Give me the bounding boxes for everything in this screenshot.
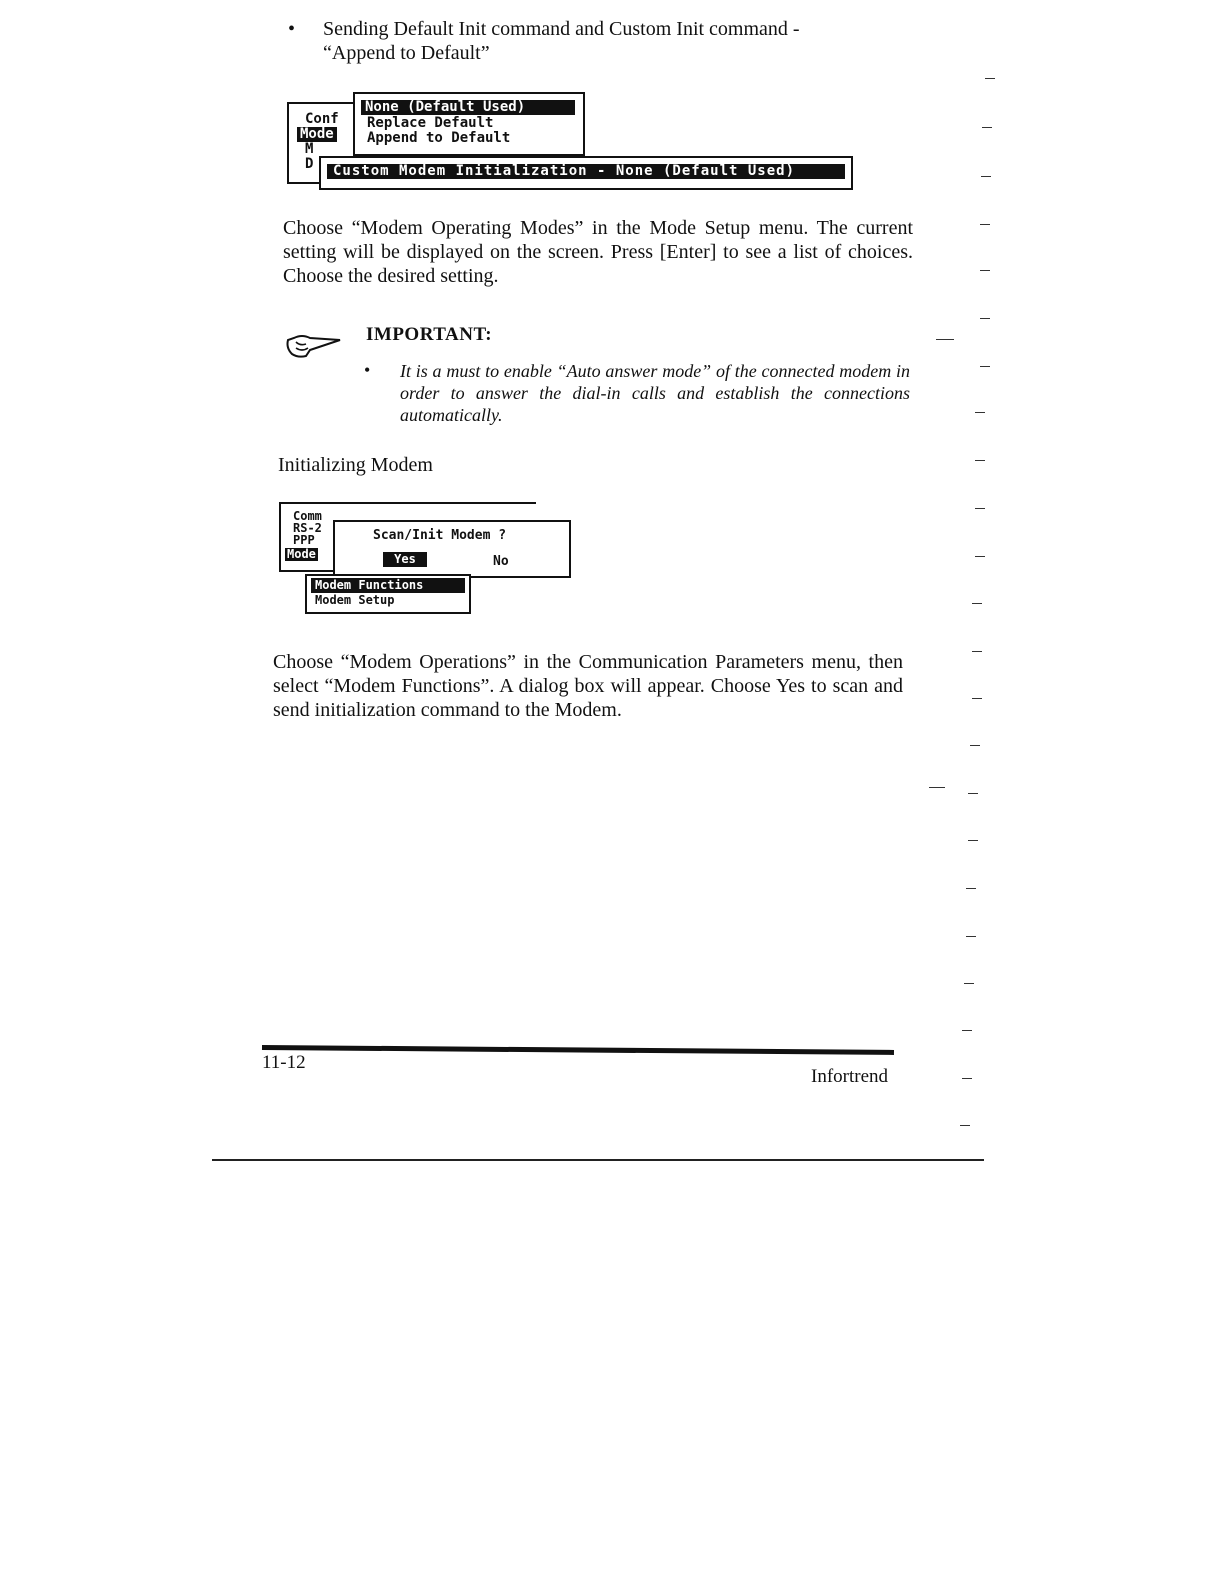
scan-mark — [975, 412, 985, 413]
scan-mark — [960, 1125, 970, 1126]
scan-mark — [972, 698, 982, 699]
modem-submenu — [305, 574, 471, 614]
option-append-default: Append to Default — [367, 130, 511, 146]
scan-mark — [936, 339, 954, 340]
scan-init-dialog — [333, 520, 571, 578]
scan-mark — [962, 1030, 972, 1031]
important-bullet: • — [364, 360, 371, 380]
menu-item-conf: Conf — [305, 111, 339, 127]
scan-mark — [980, 224, 990, 225]
submenu-modem-functions[interactable]: Modem Functions — [311, 578, 465, 593]
menu-item-d: D — [305, 156, 314, 172]
menu-item-mode-2: Mode — [287, 547, 316, 561]
scan-mark — [966, 888, 976, 889]
scan-mark — [980, 270, 990, 271]
no-button[interactable]: No — [493, 554, 509, 569]
scan-mark — [968, 793, 978, 794]
menu-item-comm: Comm — [293, 509, 322, 523]
menu-item-rs2: RS-2 — [293, 521, 322, 535]
scan-bottom-line — [212, 1159, 984, 1161]
scan-mark — [972, 603, 982, 604]
scan-mark — [972, 651, 982, 652]
scan-mark — [975, 556, 985, 557]
scan-mark — [981, 176, 991, 177]
menu-item-m: M — [305, 141, 314, 157]
scan-mark — [964, 983, 974, 984]
scan-mark — [962, 1078, 972, 1079]
scan-mark — [975, 460, 985, 461]
submenu-modem-setup[interactable]: Modem Setup — [315, 593, 395, 607]
terminal-screenshot-1 — [287, 90, 857, 190]
intro-line-2: “Append to Default” — [323, 42, 490, 64]
important-title: IMPORTANT: — [366, 324, 493, 345]
scan-mark — [929, 787, 945, 788]
scan-mark — [980, 318, 990, 319]
status-bar-frame — [319, 156, 853, 190]
section-heading: Initializing Modem — [278, 454, 433, 476]
scan-mark — [982, 127, 992, 128]
bullet-mark: • — [288, 18, 296, 40]
scan-mark — [980, 366, 990, 367]
status-bar-text: Custom Modem Initialization - None (Default Used) — [327, 164, 845, 179]
menu-item-mode: Mode — [297, 127, 337, 142]
scan-mark — [966, 936, 976, 937]
option-replace-default: Replace Default — [367, 115, 494, 131]
important-text: It is a must to enable “Auto answer mode” of the connected modem in order to answer the dial-in calls and establish the connections automatically. — [400, 361, 910, 425]
pointing-hand-icon — [284, 330, 344, 366]
footer-rule — [262, 1045, 894, 1055]
footer-brand: Infortrend — [811, 1066, 889, 1087]
menu-item-ppp: PPP — [293, 533, 315, 547]
scan-mark — [975, 508, 985, 509]
scan-mark — [968, 840, 978, 841]
page-number: 11-12 — [262, 1052, 306, 1073]
paragraph-modem-operations: Choose “Modem Operations” in the Communication Parameters menu, then select “Modem Functions”. A dialog box will appear. Choose Yes to scan and send initialization command to the Modem. — [273, 651, 903, 721]
intro-line-1: Sending Default Init command and Custom Init command - — [323, 18, 800, 40]
scan-mark — [985, 78, 995, 79]
dialog-title: Scan/Init Modem ? — [373, 528, 507, 543]
init-mode-dropdown — [353, 92, 585, 156]
yes-button[interactable]: Yes — [383, 552, 427, 567]
scan-mark — [970, 745, 980, 746]
paragraph-mode-setup: Choose “Modem Operating Modes” in the Mode Setup menu. The current setting will be displayed on the screen. Press [Enter] to see a list of choices. Choose the desired setting. — [283, 217, 913, 287]
terminal-screenshot-2 — [279, 502, 579, 617]
option-none-default: None (Default Used) — [361, 100, 575, 115]
